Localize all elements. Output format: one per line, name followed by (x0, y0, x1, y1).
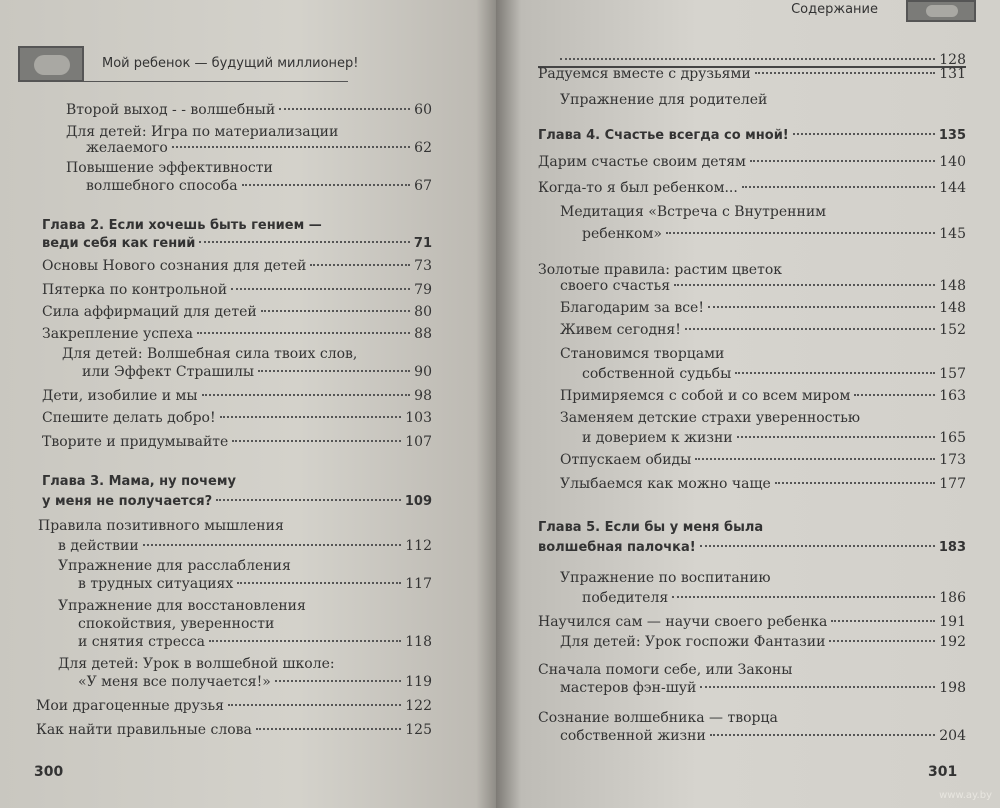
toc-entry: Медитация «Встреча с Внутренним (560, 204, 827, 220)
toc-entry: Для детей: Урок в волшебной школе: (58, 656, 335, 672)
toc-entry: Упражнение для родителей (560, 92, 768, 108)
toc-entry: победителя 186 (582, 590, 966, 606)
header-picture-icon (18, 46, 84, 82)
toc-entry: Примиряемся с собой и со всем миром 163 (560, 388, 966, 404)
toc-entry: Когда-то я был ребенком... 144 (538, 180, 966, 196)
toc-entry: в действии 112 (58, 538, 432, 554)
toc-entry: или Эффект Страшилы 90 (82, 364, 432, 380)
toc-entry: мастеров фэн-шуй 198 (560, 680, 966, 696)
toc-entry: Спешите делать добро! 103 (42, 410, 432, 426)
toc-entry: в трудных ситуациях 117 (78, 576, 432, 592)
left-page (0, 0, 496, 808)
chapter-heading-line: волшебная палочка! 183 (538, 540, 966, 555)
toc-entry: Упражнение по воспитанию (560, 570, 771, 586)
right-page (496, 0, 1000, 808)
toc-entry: Благодарим за все! 148 (560, 300, 966, 316)
toc-entry: собственной жизни 204 (560, 728, 966, 744)
toc-entry: «У меня все получается!» 119 (78, 674, 432, 690)
toc-entry: Второй выход - - волшебный 60 (66, 102, 432, 118)
toc-entry: Пятерка по контрольной 79 (42, 282, 432, 298)
toc-entry: 128 (556, 52, 966, 68)
chapter-heading-line: Глава 4. Счастье всегда со мной! 135 (538, 128, 966, 143)
toc-entry: Дарим счастье своим детям 140 (538, 154, 966, 170)
toc-entry: Повышение эффективности (66, 160, 273, 176)
toc-entry: Мои драгоценные друзья 122 (36, 698, 432, 714)
toc-entry: Упражнение для расслабления (58, 558, 291, 574)
toc-entry: Становимся творцами (560, 346, 725, 362)
toc-entry: Упражнение для восстановления (58, 598, 306, 614)
toc-entry: Для детей: Урок госпожи Фантазии 192 (560, 634, 966, 650)
toc-entry: Творите и придумывайте 107 (42, 434, 432, 450)
toc-entry: Сила аффирмаций для детей 80 (42, 304, 432, 320)
toc-entry: волшебного способа 67 (86, 178, 432, 194)
toc-entry: спокойствия, уверенности (78, 616, 275, 632)
header-picture-icon (906, 0, 976, 22)
toc-entry: Научился сам — научи своего ребенка 191 (538, 614, 966, 630)
toc-entry: и снятия стресса 118 (78, 634, 432, 650)
right-page-number: 301 (928, 764, 958, 780)
chapter-heading: Глава 5. Если бы у меня была (538, 520, 764, 535)
left-page-number: 300 (34, 764, 64, 780)
header-rule (84, 81, 348, 82)
chapter-heading: Глава 2. Если хочешь быть гением — (42, 218, 322, 233)
toc-entry: Отпускаем обиды 173 (560, 452, 966, 468)
toc-entry: Для детей: Игра по материализации (66, 124, 339, 140)
toc-entry: Закрепление успеха 88 (42, 326, 432, 342)
left-running-head: Мой ребенок — будущий миллионер! (102, 56, 359, 71)
toc-entry: собственной судьбы 157 (582, 366, 966, 382)
toc-entry: своего счастья 148 (560, 278, 966, 294)
toc-entry: Дети, изобилие и мы 98 (42, 388, 432, 404)
chapter-heading: Глава 3. Мама, ну почему (42, 474, 236, 489)
toc-entry: и доверием к жизни 165 (582, 430, 966, 446)
toc-entry: Золотые правила: растим цветок (538, 262, 783, 278)
toc-entry: Улыбаемся как можно чаще 177 (560, 476, 966, 492)
chapter-heading-line: у меня не получается? 109 (42, 494, 432, 509)
toc-entry: Сознание волшебника — творца (538, 710, 778, 726)
toc-entry: Живем сегодня! 152 (560, 322, 966, 338)
toc-entry: Правила позитивного мышления (38, 518, 284, 534)
toc-entry: Для детей: Волшебная сила твоих слов, (62, 346, 358, 362)
toc-entry: Радуемся вместе с друзьями 131 (538, 66, 966, 82)
toc-entry: Основы Нового сознания для детей 73 (42, 258, 432, 274)
chapter-heading-line: веди себя как гений 71 (42, 236, 432, 251)
watermark: www.ay.by (939, 790, 992, 801)
toc-entry: желаемого 62 (86, 140, 432, 156)
toc-entry: ребенком» 145 (582, 226, 966, 242)
toc-entry: Заменяем детские страхи уверенностью (560, 410, 861, 426)
toc-entry: Сначала помоги себе, или Законы (538, 662, 793, 678)
left-running-header (18, 46, 359, 84)
toc-entry: Как найти правильные слова 125 (36, 722, 432, 738)
right-running-head: Содержание (791, 2, 878, 17)
